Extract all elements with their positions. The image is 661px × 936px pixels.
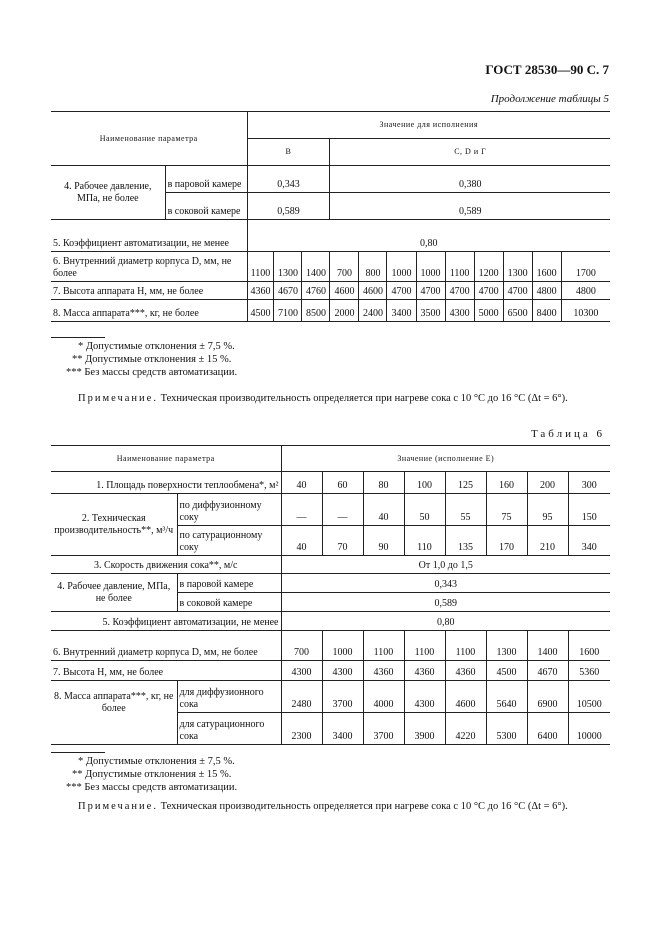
footnotes-table5 <box>62 340 237 379</box>
t5-row8-val: 4300 <box>445 300 474 322</box>
footnote-separator <box>51 752 105 753</box>
t5-row8-val: 6500 <box>503 300 532 322</box>
t6-row2a <box>51 494 610 526</box>
t6-row1-val: 100 <box>404 472 445 494</box>
t5-row8-val: 8500 <box>302 300 330 322</box>
t6-row5-param: 5. Коэффициент автоматизации, не менее <box>51 612 281 631</box>
t5-row8-val: 2000 <box>330 300 359 322</box>
t6-row2a-val: 55 <box>445 494 486 526</box>
t5-row7-val: 4800 <box>532 282 561 300</box>
t6-row6-val: 1100 <box>445 631 486 661</box>
t6-row4-param: 4. Рабочее давление, МПа, не более <box>51 574 177 612</box>
t6-row7-val: 4360 <box>404 661 445 681</box>
t5-row6-val: 1400 <box>302 252 330 282</box>
t5-row8-val: 4500 <box>247 300 274 322</box>
t6-row6-val: 1300 <box>486 631 527 661</box>
t6-row2-param: 2. Техническая производительность**, м³/ч <box>51 494 177 556</box>
t6-row8b-val: 2300 <box>281 713 322 745</box>
page-header: ГОСТ 28530—90 С. 7 <box>485 62 609 77</box>
t5-row8-val: 10300 <box>561 300 610 322</box>
t6-row7-val: 4670 <box>527 661 568 681</box>
t6-row2b-sub: по сатурационному соку <box>177 526 281 556</box>
t6-row6-val: 1600 <box>568 631 610 661</box>
remark-label: Примечание. <box>78 801 158 812</box>
t5-row6-val: 1100 <box>445 252 474 282</box>
t5-row4b-sub: в соковой камере <box>165 193 247 220</box>
t6-row8a-val: 4300 <box>404 681 445 713</box>
t6-row1-param: 1. Площадь поверхности теплообмена*, м² <box>51 472 281 494</box>
t6-row4b-val: 0,589 <box>281 593 610 612</box>
t6-row1-val: 40 <box>281 472 322 494</box>
t6-row1-val: 80 <box>363 472 404 494</box>
t6-row4a-val: 0,343 <box>281 574 610 593</box>
t6-row8b-val: 10000 <box>568 713 610 745</box>
remark-text: Техническая производительность определяется при нагреве сока с 10 °С до 16 °С (Δt = 6°). <box>160 393 568 404</box>
t6-row6-val: 1100 <box>363 631 404 661</box>
footnote: *** Без массы средств автоматизации. <box>66 782 238 793</box>
footnote: * Допустимые отклонения ± 7,5 %. <box>78 341 235 352</box>
t6-row7-val: 4360 <box>445 661 486 681</box>
t6-row5-val: 0,80 <box>281 612 610 631</box>
footnote: ** Допустимые отклонения ± 15 %. <box>72 354 232 365</box>
t6-row7-val: 4500 <box>486 661 527 681</box>
t5-row6-val: 1100 <box>247 252 274 282</box>
t5-row6-param: 6. Внутренний диаметр корпуса D, мм, не более <box>51 252 247 282</box>
t6-row4a-sub: в паровой камере <box>177 574 281 593</box>
t6-row7 <box>51 661 610 681</box>
t6-row1-val: 300 <box>568 472 610 494</box>
t6-row2a-val: 150 <box>568 494 610 526</box>
remark-table5 <box>78 392 610 406</box>
table-6 <box>51 445 610 745</box>
t5-row6-val: 1000 <box>416 252 445 282</box>
t6-row1-val: 125 <box>445 472 486 494</box>
t5-row5-val: 0,80 <box>247 220 610 252</box>
t5-row8-val: 8400 <box>532 300 561 322</box>
t5-row7 <box>51 282 610 300</box>
t6-row4b-sub: в соковой камере <box>177 593 281 612</box>
t6-row2b-val: 40 <box>281 526 322 556</box>
t5-col-b: В <box>247 139 330 166</box>
t6-row2b-val: 90 <box>363 526 404 556</box>
t6-row2b-val: 170 <box>486 526 527 556</box>
t6-row7-val: 4360 <box>363 661 404 681</box>
t6-row7-param: 7. Высота H, мм, не более <box>51 661 281 681</box>
t5-row7-val: 4670 <box>274 282 302 300</box>
t6-row8a-val: 4000 <box>363 681 404 713</box>
t6-row6-param: 6. Внутренний диаметр корпуса D, мм, не более <box>51 631 281 661</box>
t5-row4b-b: 0,589 <box>247 193 330 220</box>
remark-table6 <box>78 800 610 814</box>
t6-row8b-sub: для сатурационного сока <box>177 713 281 745</box>
t5-row4b-c: 0,589 <box>330 193 610 220</box>
footnote: * Допустимые отклонения ± 7,5 %. <box>78 756 235 767</box>
t6-row8a <box>51 681 610 713</box>
t6-row7-val: 4300 <box>281 661 322 681</box>
t5-row4a-c: 0,380 <box>330 166 610 193</box>
t5-head-param: Наименование параметра <box>51 112 247 166</box>
t5-row4a-b: 0,343 <box>247 166 330 193</box>
t6-row8b-val: 3900 <box>404 713 445 745</box>
t5-row6-val: 1200 <box>474 252 503 282</box>
t5-row4a-sub: в паровой камере <box>165 166 247 193</box>
t5-row7-val: 4600 <box>330 282 359 300</box>
footnote: *** Без массы средств автоматизации. <box>66 367 238 378</box>
t5-row8-val: 7100 <box>274 300 302 322</box>
table-5 <box>51 111 610 322</box>
t5-row7-val: 4800 <box>561 282 610 300</box>
t6-row1-val: 200 <box>527 472 568 494</box>
t6-row2b-val: 110 <box>404 526 445 556</box>
t6-row6-val: 1400 <box>527 631 568 661</box>
t6-row8a-val: 4600 <box>445 681 486 713</box>
t5-row7-val: 4700 <box>387 282 416 300</box>
t5-row6-val: 1700 <box>561 252 610 282</box>
t6-row6-val: 1100 <box>404 631 445 661</box>
t6-row8a-val: 6900 <box>527 681 568 713</box>
footnote: ** Допустимые отклонения ± 15 %. <box>72 769 232 780</box>
t6-row8a-val: 10500 <box>568 681 610 713</box>
t5-row7-val: 4700 <box>474 282 503 300</box>
t6-row2a-val: 40 <box>363 494 404 526</box>
t6-row2b-val: 340 <box>568 526 610 556</box>
t6-row8b-val: 4220 <box>445 713 486 745</box>
t5-row7-val: 4600 <box>359 282 387 300</box>
t6-row2a-val: 50 <box>404 494 445 526</box>
t5-row7-param: 7. Высота аппарата H, мм, не более <box>51 282 247 300</box>
t5-row6-val: 1600 <box>532 252 561 282</box>
t5-row8-val: 3400 <box>387 300 416 322</box>
t6-row2a-val: 95 <box>527 494 568 526</box>
t6-row2b-val: 70 <box>322 526 363 556</box>
t5-row8 <box>51 300 610 322</box>
t6-row8b-val: 3700 <box>363 713 404 745</box>
t5-row6-val: 1300 <box>274 252 302 282</box>
t5-row8-val: 3500 <box>416 300 445 322</box>
t6-row3-param: 3. Скорость движения сока**, м/с <box>51 556 281 574</box>
t5-row8-val: 5000 <box>474 300 503 322</box>
t5-row7-val: 4700 <box>503 282 532 300</box>
t5-row7-val: 4760 <box>302 282 330 300</box>
t6-row8b-val: 3400 <box>322 713 363 745</box>
t5-row6-val: 1300 <box>503 252 532 282</box>
t5-row8-val: 2400 <box>359 300 387 322</box>
t6-row2b-val: 135 <box>445 526 486 556</box>
t6-row8a-sub: для диффузионного сока <box>177 681 281 713</box>
t5-col-cdg: С, D и Г <box>330 139 610 166</box>
t5-row8-param: 8. Масса аппарата***, кг, не более <box>51 300 247 322</box>
table-6-label: Таблица 6 <box>530 428 605 440</box>
t6-row8a-val: 2480 <box>281 681 322 713</box>
t6-row8a-val: 3700 <box>322 681 363 713</box>
t6-row8b-val: 5300 <box>486 713 527 745</box>
t6-head-value: Значение (исполнение Е) <box>281 446 610 472</box>
t6-row2a-val: — <box>322 494 363 526</box>
t5-head-value: Значение для исполнения <box>247 112 610 139</box>
t5-row7-val: 4360 <box>247 282 274 300</box>
t6-row2b-val: 210 <box>527 526 568 556</box>
t6-row8a-val: 5640 <box>486 681 527 713</box>
t5-row4-param: 4. Рабочее давление, МПа, не более <box>51 166 165 220</box>
footnotes-table6 <box>62 755 237 794</box>
t6-row3-val: От 1,0 до 1,5 <box>281 556 610 574</box>
t5-row6-val: 1000 <box>387 252 416 282</box>
t5-row7-val: 4700 <box>445 282 474 300</box>
t6-row2a-sub: по диффузионному соку <box>177 494 281 526</box>
t6-row6-val: 700 <box>281 631 322 661</box>
t5-row6-val: 800 <box>359 252 387 282</box>
t6-row2a-val: — <box>281 494 322 526</box>
t5-row6 <box>51 252 610 282</box>
t5-row5-param: 5. Коэффициент автоматизации, не менее <box>51 220 247 252</box>
t6-row1 <box>51 472 610 494</box>
t5-row7-val: 4700 <box>416 282 445 300</box>
t6-row8-param: 8. Масса аппарата***, кг, не более <box>51 681 177 745</box>
t6-row6-val: 1000 <box>322 631 363 661</box>
t5-row6-val: 700 <box>330 252 359 282</box>
table-continuation-label: Продолжение таблицы 5 <box>490 93 609 105</box>
t6-row7-val: 5360 <box>568 661 610 681</box>
t6-row6 <box>51 631 610 661</box>
t6-row2a-val: 75 <box>486 494 527 526</box>
remark-text: Техническая производительность определяется при нагреве сока с 10 °С до 16 °С (Δt = 6°). <box>160 801 568 812</box>
t6-row8b-val: 6400 <box>527 713 568 745</box>
remark-label: Примечание. <box>78 393 158 404</box>
t6-head-param: Наименование параметра <box>51 446 281 472</box>
footnote-separator <box>51 337 105 338</box>
t6-row1-val: 160 <box>486 472 527 494</box>
t6-row1-val: 60 <box>322 472 363 494</box>
t6-row7-val: 4300 <box>322 661 363 681</box>
